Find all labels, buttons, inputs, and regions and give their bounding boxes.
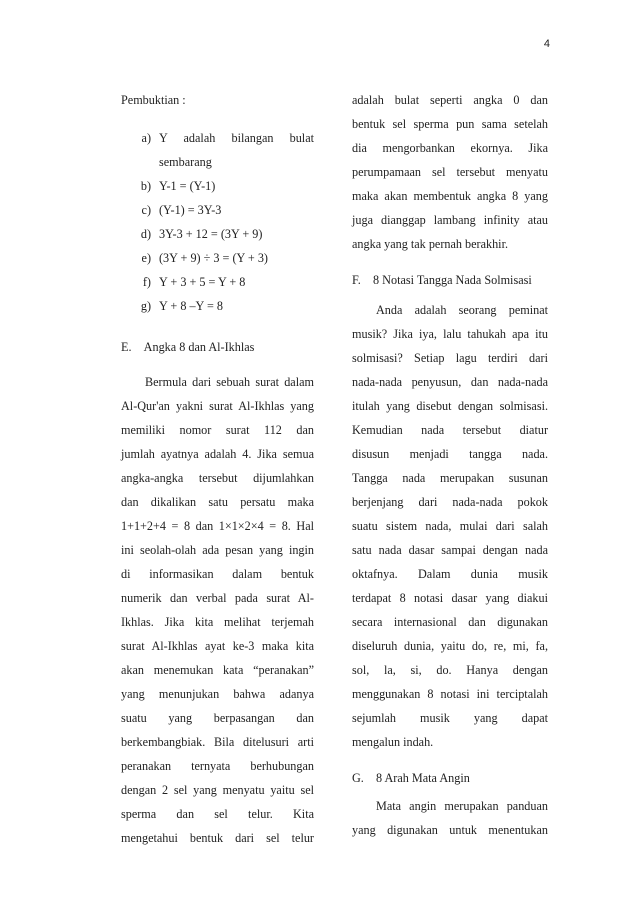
paragraph-line: berjenjang dari nada-nada pokok	[352, 495, 548, 509]
paragraph-line: itulah yang disebut dengan solmisasi.	[352, 399, 548, 413]
paragraph-line: sol, la, si, do. Hanya dengan	[352, 663, 548, 677]
proof-item-text: Y + 3 + 5 = Y + 8	[159, 275, 246, 289]
paragraph-line: dia mengorbankan ekornya. Jika	[352, 141, 548, 155]
paragraph-line: 1+1+2+4 = 8 dan 1×1×2×4 = 8. Hal	[121, 519, 314, 533]
paragraph-line: peranakan ternyata berhubungan	[121, 759, 314, 773]
section-e-heading: E. Angka 8 dan Al-Ikhlas	[121, 340, 255, 354]
paragraph-line: ini seolah-olah ada pesan yang ingin	[121, 543, 314, 557]
proof-item	[121, 126, 314, 150]
paragraph-line: juga dianggap lambang infinity atau	[352, 213, 548, 227]
paragraph-line: terdapat 8 notasi dasar yang diakui	[352, 591, 548, 605]
proof-item	[121, 246, 314, 270]
proof-item-marker: b)	[140, 179, 151, 193]
pembuktian-label: Pembuktian :	[121, 93, 186, 107]
proof-item-marker: d)	[140, 227, 151, 241]
proof-item	[121, 174, 314, 198]
section-g-heading: G. 8 Arah Mata Angin	[352, 771, 470, 785]
proof-item-marker: c)	[141, 203, 151, 217]
paragraph-line: mengetahui bentuk dari sel telur	[121, 831, 314, 845]
paragraph-line: oktafnya. Dalam dunia musik	[352, 567, 548, 581]
right-column	[352, 88, 548, 842]
page-number: 4	[543, 38, 550, 50]
proof-item	[121, 294, 314, 318]
paragraph-line: angka-angka tersebut dijumlahkan	[121, 471, 314, 485]
paragraph-line: maka akan membentuk angka 8 yang	[352, 189, 548, 203]
section-f-body	[352, 298, 548, 754]
proof-item-marker: f)	[142, 275, 151, 289]
proof-item-marker: e)	[141, 251, 151, 265]
paragraph-line: Kemudian nada tersebut diatur	[352, 423, 548, 437]
paragraph-line: suatu yang berpasangan dan	[121, 711, 314, 725]
paragraph-line: satu nada dasar sampai dengan nada	[352, 543, 548, 557]
paragraph-line: Mata angin merupakan panduan	[376, 799, 548, 813]
proof-list	[121, 126, 314, 318]
paragraph-line: dengan 2 sel yang menyatu yaitu sel	[121, 783, 314, 797]
paragraph-line: menggunakan 8 notasi ini terciptalah	[352, 687, 548, 701]
paragraph-line: yang menunjukan bahwa adanya	[121, 687, 314, 701]
section-f-heading: F. 8 Notasi Tangga Nada Solmisasi	[352, 273, 532, 287]
proof-item-text: Y adalah bilangan bulat	[159, 131, 314, 145]
continued-paragraph	[352, 88, 548, 256]
section-e-body	[121, 370, 314, 850]
proof-item-text: 3Y-3 + 12 = (3Y + 9)	[159, 227, 263, 241]
proof-item-marker: g)	[140, 299, 151, 313]
paragraph-line: di informasikan dalam bentuk	[121, 567, 314, 581]
paragraph-line: Tangga nada merupakan susunan	[352, 471, 548, 485]
proof-item	[121, 270, 314, 294]
paragraph-line: akan menemukan kata “peranakan”	[121, 663, 314, 677]
paragraph-line: berkembangbiak. Bila ditelusuri arti	[121, 735, 314, 749]
proof-item-text: (Y-1) = 3Y-3	[159, 203, 222, 217]
paragraph-line: bentuk sel sperma pun sama setelah	[352, 117, 548, 131]
paragraph-line: yang digunakan untuk menentukan	[352, 823, 548, 837]
proof-item-marker: a)	[141, 131, 151, 145]
paragraph-line: diseluruh dunia, yaitu do, re, mi, fa,	[352, 639, 548, 653]
paragraph-line: secara internasional dan digunakan	[352, 615, 548, 629]
proof-item-text: Y-1 = (Y-1)	[159, 179, 216, 193]
paragraph-line: musik? Jika iya, lalu tahukah apa itu	[352, 327, 548, 341]
paragraph-line: Ikhlas. Jika kita melihat terjemah	[121, 615, 314, 629]
paragraph-line: Al-Qur'an yakni surat Al-Ikhlas yang	[121, 399, 314, 413]
proof-item	[121, 198, 314, 222]
paragraph-line: mengalun indah.	[352, 735, 434, 749]
paragraph-line: perumpamaan sel tersebut menyatu	[352, 165, 548, 179]
paragraph-line: adalah bulat seperti angka 0 dan	[352, 93, 548, 107]
section-g-body	[352, 794, 548, 842]
paragraph-line: suatu sistem nada, mulai dari salah	[352, 519, 548, 533]
proof-item	[121, 222, 314, 246]
left-column	[121, 88, 314, 850]
paragraph-line: numerik dan verbal pada surat Al-	[121, 591, 314, 605]
paragraph-line: disusun menjadi tangga nada.	[352, 447, 548, 461]
paragraph-line: surat Al-Ikhlas ayat ke-3 maka kita	[121, 639, 314, 653]
proof-item-text: (3Y + 9) ÷ 3 = (Y + 3)	[159, 251, 268, 265]
paragraph-line: nada-nada penyusun, dan nada-nada	[352, 375, 548, 389]
paragraph-line: dan dikalikan satu persatu maka	[121, 495, 314, 509]
paragraph-line: jumlah ayatnya adalah 4. Jika semua	[121, 447, 314, 461]
paragraph-line: angka yang tak pernah berakhir.	[352, 237, 509, 251]
paragraph-line: sejumlah musik yang dapat	[352, 711, 548, 725]
proof-item-continuation	[121, 150, 314, 174]
proof-item-text: sembarang	[159, 155, 212, 169]
proof-item-text: Y + 8 –Y = 8	[159, 299, 223, 313]
paragraph-line: Anda adalah seorang peminat	[376, 303, 548, 317]
paragraph-line: memiliki nomor surat 112 dan	[121, 423, 314, 437]
paragraph-line: Bermula dari sebuah surat dalam	[145, 375, 314, 389]
paragraph-line: solmisasi? Setiap lagu terdiri dari	[352, 351, 548, 365]
paragraph-line: sperma dan sel telur. Kita	[121, 807, 314, 821]
